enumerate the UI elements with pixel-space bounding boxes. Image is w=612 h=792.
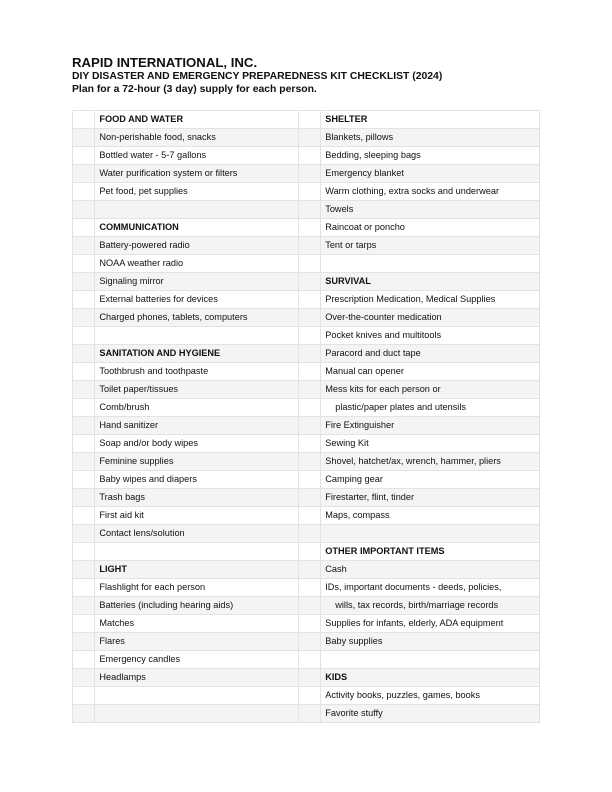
- checkbox-cell-left[interactable]: [73, 543, 95, 561]
- checklist-item-left: Flares: [95, 633, 298, 651]
- checklist-item-right: Sewing Kit: [321, 435, 540, 453]
- checkbox-cell-right[interactable]: [298, 525, 320, 543]
- checkbox-cell-left[interactable]: [73, 615, 95, 633]
- checkbox-cell-right[interactable]: [298, 543, 320, 561]
- checkbox-cell-right[interactable]: [298, 507, 320, 525]
- section-heading: LIGHT: [95, 561, 298, 579]
- checklist-item-left: Water purification system or filters: [95, 165, 298, 183]
- checklist-row: [73, 363, 540, 381]
- checklist-item-right: Towels: [321, 201, 540, 219]
- checklist-item-right: Over-the-counter medication: [321, 309, 540, 327]
- checklist-row: [73, 597, 540, 615]
- checkbox-cell-left[interactable]: [73, 471, 95, 489]
- checklist-item-left: First aid kit: [95, 507, 298, 525]
- checkbox-cell-left[interactable]: [73, 201, 95, 219]
- checkbox-cell-left[interactable]: [73, 255, 95, 273]
- checklist-item-right: Fire Extinguisher: [321, 417, 540, 435]
- checkbox-cell-left[interactable]: [73, 273, 95, 291]
- checklist-row: [73, 453, 540, 471]
- checklist-row: [73, 579, 540, 597]
- empty-cell: [95, 687, 298, 705]
- checklist-item-left: Signaling mirror: [95, 273, 298, 291]
- checkbox-cell-left[interactable]: [73, 507, 95, 525]
- empty-cell: [321, 255, 540, 273]
- checkbox-cell-right[interactable]: [298, 201, 320, 219]
- checkbox-cell-right[interactable]: [298, 453, 320, 471]
- checklist-item-left: Matches: [95, 615, 298, 633]
- checkbox-cell-left[interactable]: [73, 309, 95, 327]
- checklist-row: [73, 345, 540, 363]
- checkbox-cell-right[interactable]: [298, 309, 320, 327]
- section-heading: COMMUNICATION: [95, 219, 298, 237]
- empty-cell: [321, 525, 540, 543]
- document-header: [72, 55, 552, 96]
- checklist-item-right: wills, tax records, birth/marriage records: [321, 597, 540, 615]
- checkbox-cell-left[interactable]: [73, 165, 95, 183]
- checkbox-cell-right[interactable]: [298, 273, 320, 291]
- checkbox-cell-right[interactable]: [298, 327, 320, 345]
- checkbox-cell-right[interactable]: [298, 129, 320, 147]
- checkbox-cell-left[interactable]: [73, 435, 95, 453]
- checkbox-cell-right[interactable]: [298, 381, 320, 399]
- checklist-row: [73, 669, 540, 687]
- checklist-row: [73, 381, 540, 399]
- checkbox-cell-right[interactable]: [298, 345, 320, 363]
- checkbox-cell-right[interactable]: [298, 615, 320, 633]
- checkbox-cell-left[interactable]: [73, 633, 95, 651]
- checkbox-cell-left[interactable]: [73, 363, 95, 381]
- empty-cell: [95, 201, 298, 219]
- checklist-row: [73, 561, 540, 579]
- checklist-row: [73, 489, 540, 507]
- checklist-row: [73, 201, 540, 219]
- checkbox-cell-right[interactable]: [298, 255, 320, 273]
- checkbox-cell-right[interactable]: [298, 489, 320, 507]
- section-heading: SURVIVAL: [321, 273, 540, 291]
- checklist-item-right: IDs, important documents - deeds, policies,: [321, 579, 540, 597]
- checkbox-cell-left[interactable]: [73, 651, 95, 669]
- checkbox-cell-right[interactable]: [298, 669, 320, 687]
- checkbox-cell-right[interactable]: [298, 597, 320, 615]
- checkbox-cell-right[interactable]: [298, 183, 320, 201]
- checkbox-cell-left[interactable]: [73, 327, 95, 345]
- checklist-item-right: Bedding, sleeping bags: [321, 147, 540, 165]
- checklist-item-right: Raincoat or poncho: [321, 219, 540, 237]
- checkbox-cell-left[interactable]: [73, 219, 95, 237]
- checklist-row: [73, 417, 540, 435]
- checklist-item-right: Cash: [321, 561, 540, 579]
- checkbox-cell-left[interactable]: [73, 525, 95, 543]
- checklist-item-right: Favorite stuffy: [321, 705, 540, 723]
- section-heading: OTHER IMPORTANT ITEMS: [321, 543, 540, 561]
- checklist-row: [73, 399, 540, 417]
- checklist-item-right: Supplies for infants, elderly, ADA equipment: [321, 615, 540, 633]
- checkbox-cell-left[interactable]: [73, 237, 95, 255]
- checkbox-cell-left[interactable]: [73, 489, 95, 507]
- checklist-row: [73, 705, 540, 723]
- checkbox-cell-right[interactable]: [298, 471, 320, 489]
- checkbox-cell-left[interactable]: [73, 183, 95, 201]
- checklist-row: [73, 309, 540, 327]
- checklist-item-right: plastic/paper plates and utensils: [321, 399, 540, 417]
- checkbox-cell-left[interactable]: [73, 687, 95, 705]
- checklist-item-left: Hand sanitizer: [95, 417, 298, 435]
- checklist-item-left: Soap and/or body wipes: [95, 435, 298, 453]
- checklist-item-right: Pocket knives and multitools: [321, 327, 540, 345]
- checkbox-cell-left[interactable]: [73, 111, 95, 129]
- checkbox-cell-left[interactable]: [73, 705, 95, 723]
- checkbox-cell-right[interactable]: [298, 651, 320, 669]
- checkbox-cell-right[interactable]: [298, 147, 320, 165]
- checkbox-cell-left[interactable]: [73, 579, 95, 597]
- checklist-item-left: Battery-powered radio: [95, 237, 298, 255]
- checklist-item-left: Batteries (including hearing aids): [95, 597, 298, 615]
- checkbox-cell-right[interactable]: [298, 579, 320, 597]
- checkbox-cell-left[interactable]: [73, 345, 95, 363]
- checklist-row: [73, 237, 540, 255]
- section-heading: FOOD AND WATER: [95, 111, 298, 129]
- checkbox-cell-left[interactable]: [73, 291, 95, 309]
- checklist-item-left: Pet food, pet supplies: [95, 183, 298, 201]
- checkbox-cell-right[interactable]: [298, 705, 320, 723]
- checklist-item-left: Non-perishable food, snacks: [95, 129, 298, 147]
- checklist-row: [73, 435, 540, 453]
- checklist-item-right: Prescription Medication, Medical Supplies: [321, 291, 540, 309]
- checklist-title: DIY DISASTER AND EMERGENCY PREPAREDNESS KIT CHECKLIST (2024): [72, 71, 443, 82]
- checklist-item-right: Tent or tarps: [321, 237, 540, 255]
- checkbox-cell-right[interactable]: [298, 237, 320, 255]
- checklist-item-right: Shovel, hatchet/ax, wrench, hammer, pliers: [321, 453, 540, 471]
- checklist-row: [73, 111, 540, 129]
- section-heading: KIDS: [321, 669, 540, 687]
- checklist-row: [73, 165, 540, 183]
- checkbox-cell-left[interactable]: [73, 453, 95, 471]
- checklist-row: [73, 633, 540, 651]
- checklist-item-left: External batteries for devices: [95, 291, 298, 309]
- empty-cell: [321, 651, 540, 669]
- checklist-row: [73, 255, 540, 273]
- checklist-item-right: Paracord and duct tape: [321, 345, 540, 363]
- checklist-row: [73, 147, 540, 165]
- checklist-item-left: Emergency candles: [95, 651, 298, 669]
- checkbox-cell-right[interactable]: [298, 399, 320, 417]
- empty-cell: [95, 705, 298, 723]
- checklist-row: [73, 219, 540, 237]
- checklist-row: [73, 327, 540, 345]
- checklist-item-right: Baby supplies: [321, 633, 540, 651]
- checklist-row: [73, 543, 540, 561]
- checkbox-cell-right[interactable]: [298, 561, 320, 579]
- checkbox-cell-right[interactable]: [298, 165, 320, 183]
- checklist-row: [73, 615, 540, 633]
- checkbox-cell-right[interactable]: [298, 417, 320, 435]
- checkbox-cell-right[interactable]: [298, 687, 320, 705]
- checkbox-cell-right[interactable]: [298, 219, 320, 237]
- section-heading: SANITATION AND HYGIENE: [95, 345, 298, 363]
- checklist-table: [72, 110, 540, 723]
- checkbox-cell-left[interactable]: [73, 669, 95, 687]
- checklist-row: [73, 129, 540, 147]
- checklist-row: [73, 525, 540, 543]
- checklist-row: [73, 651, 540, 669]
- checklist-item-right: Manual can opener: [321, 363, 540, 381]
- checklist-row: [73, 687, 540, 705]
- checklist-row: [73, 291, 540, 309]
- checkbox-cell-left[interactable]: [73, 597, 95, 615]
- checklist-item-right: Camping gear: [321, 471, 540, 489]
- checklist-item-right: Maps, compass: [321, 507, 540, 525]
- checkbox-cell-right[interactable]: [298, 435, 320, 453]
- empty-cell: [95, 327, 298, 345]
- checklist-item-right: Warm clothing, extra socks and underwear: [321, 183, 540, 201]
- checklist-row: [73, 273, 540, 291]
- checklist-item-left: Flashlight for each person: [95, 579, 298, 597]
- checklist-item-left: Feminine supplies: [95, 453, 298, 471]
- checkbox-cell-left[interactable]: [73, 417, 95, 435]
- checklist-item-right: Activity books, puzzles, games, books: [321, 687, 540, 705]
- checklist-item-left: Charged phones, tablets, computers: [95, 309, 298, 327]
- checklist-item-right: Blankets, pillows: [321, 129, 540, 147]
- checklist-item-left: Baby wipes and diapers: [95, 471, 298, 489]
- checkbox-cell-right[interactable]: [298, 111, 320, 129]
- checkbox-cell-right[interactable]: [298, 363, 320, 381]
- section-heading: SHELTER: [321, 111, 540, 129]
- checklist-item-left: Toilet paper/tissues: [95, 381, 298, 399]
- checklist-item-left: Bottled water - 5-7 gallons: [95, 147, 298, 165]
- checklist-item-left: Contact lens/solution: [95, 525, 298, 543]
- checkbox-cell-right[interactable]: [298, 633, 320, 651]
- checklist-subtitle: Plan for a 72-hour (3 day) supply for each person.: [72, 84, 317, 95]
- checkbox-cell-left[interactable]: [73, 129, 95, 147]
- checklist-item-right: Mess kits for each person or: [321, 381, 540, 399]
- checkbox-cell-right[interactable]: [298, 291, 320, 309]
- checkbox-cell-left[interactable]: [73, 561, 95, 579]
- checkbox-cell-left[interactable]: [73, 147, 95, 165]
- checklist-item-right: Firestarter, flint, tinder: [321, 489, 540, 507]
- checklist-item-left: Headlamps: [95, 669, 298, 687]
- checklist-row: [73, 471, 540, 489]
- checkbox-cell-left[interactable]: [73, 381, 95, 399]
- company-name: RAPID INTERNATIONAL, INC.: [72, 55, 258, 70]
- checkbox-cell-left[interactable]: [73, 399, 95, 417]
- checklist-item-left: Comb/brush: [95, 399, 298, 417]
- checklist-item-left: Trash bags: [95, 489, 298, 507]
- checklist-row: [73, 507, 540, 525]
- checklist-item-left: Toothbrush and toothpaste: [95, 363, 298, 381]
- checklist-row: [73, 183, 540, 201]
- checklist-item-right: Emergency blanket: [321, 165, 540, 183]
- empty-cell: [95, 543, 298, 561]
- checklist-item-left: NOAA weather radio: [95, 255, 298, 273]
